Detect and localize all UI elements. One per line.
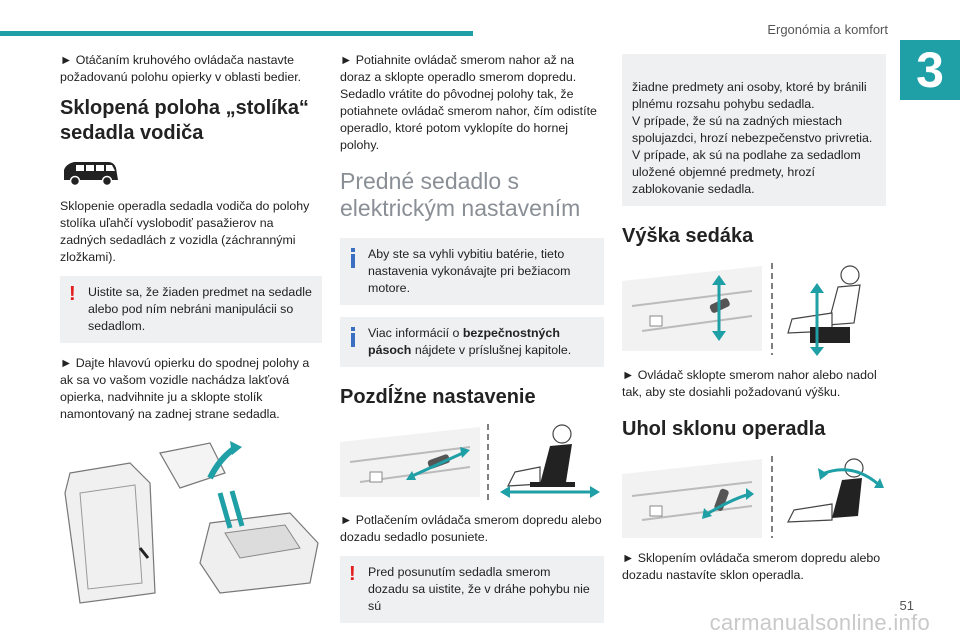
paragraph-longitudinal: ► Potlačením ovládača smerom dopredu alebo dozadu sedadlo posuniete. (340, 513, 602, 544)
column-2 (340, 52, 604, 635)
chapter-badge: 3 (900, 40, 960, 100)
heading-seat-height: Výška sedáka (622, 225, 754, 247)
info-text-c: nájdete v príslušnej kapitole. (411, 343, 572, 357)
paragraph-lumbar: ► Otáčaním kruhového ovládača nastavte požadovanú polohu opierky v oblasti bedier. (60, 53, 302, 84)
info-text-battery: Aby ste sa vyhli vybitiu batérie, tieto nastavenia vykonávajte pri bežiacom motore. (368, 247, 571, 295)
column-3 (622, 52, 886, 594)
heading-backrest-angle: Uhol sklonu operadla (622, 418, 826, 440)
seat-table-illustration (60, 433, 322, 613)
heading-longitudinal: Pozdĺžne nastavenie (340, 386, 536, 408)
section-title: Ergonómia a komfort (767, 22, 888, 37)
heading-table-position: Sklopená poloha „stolíka“ sedadla vodiča (60, 97, 309, 144)
column-1 (60, 52, 322, 623)
paragraph-headrest: ► Dajte hlavovú opierku do spodnej polohy a ak sa vo vašom vozidle nachádza lakťová opierka, nadvihnite ju a sklopte stolík namontovaný na zadnej strane sedadla. (60, 356, 310, 421)
heading-electric-seat: Predné sedadlo s elektrickým nastavením (340, 168, 581, 221)
warning-box-continued (622, 54, 886, 206)
info-text-a: Viac informácií o (368, 326, 463, 340)
info-box-seatbelts (340, 317, 604, 367)
paragraph-table-intro: Sklopenie operadla sedadla vodiča do polohy stolíka uľahčí vyslobodiť pasažierov na zadných sedadlách z vozidla (záchrannými zložkami). (60, 199, 310, 264)
paragraph-seat-height: ► Ovládač sklopte smerom nahor alebo nadol tak, aby ste dosiahli požadovanú výšku. (622, 368, 877, 399)
watermark: carmanualsonline.info (709, 610, 930, 635)
van-icon (60, 158, 120, 188)
longitudinal-illustration (340, 422, 604, 502)
info-icon (351, 248, 355, 268)
paragraph-backrest-fold: ► Potiahnite ovládač smerom nahor až na doraz a sklopte operadlo smerom dopredu. Sedadlo vrátite do pôvodnej polohy tak, že potiahnete ovládač smerom nahor, čím odistíte operadlo, ktoré potom vyklopíte do hornej polohy. (340, 53, 597, 152)
paragraph-backrest-angle: ► Sklopením ovládača smerom dopredu alebo dozadu nastavíte sklon operadla. (622, 551, 881, 582)
page-number: 51 (899, 598, 914, 613)
info-box-battery (340, 238, 604, 305)
seat-height-illustration (622, 261, 886, 357)
warning-box-slide (340, 556, 604, 623)
warning-icon: ! (349, 563, 356, 585)
info-text-bold: bezpečnostných pásoch (368, 326, 560, 357)
warning-text-slide: Pred posunutím sedadla smerom dozadu sa uistite, že v dráhe pohybu nie sú (368, 565, 590, 613)
backrest-angle-illustration (622, 454, 886, 540)
header-accent-bar (0, 31, 473, 36)
warning-icon: ! (69, 283, 76, 305)
warning-box (60, 276, 322, 343)
warning-text-continued: žiadne predmety ani osoby, ktoré by bránili plnému rozsahu pohybu sedadla. V prípade, že sú na zadných miestach spolujazdci, hrozí nebezpečenstvo privretia. V prípade, ak sú na podlahe za sedadlom uložené objemné predmety, hrozí zablokovanie sedadla. (632, 80, 873, 196)
info-icon (351, 327, 355, 347)
warning-text: Uistite sa, že žiaden predmet na sedadle alebo pod ním nebráni manipulácii so sedadlom. (88, 285, 312, 333)
